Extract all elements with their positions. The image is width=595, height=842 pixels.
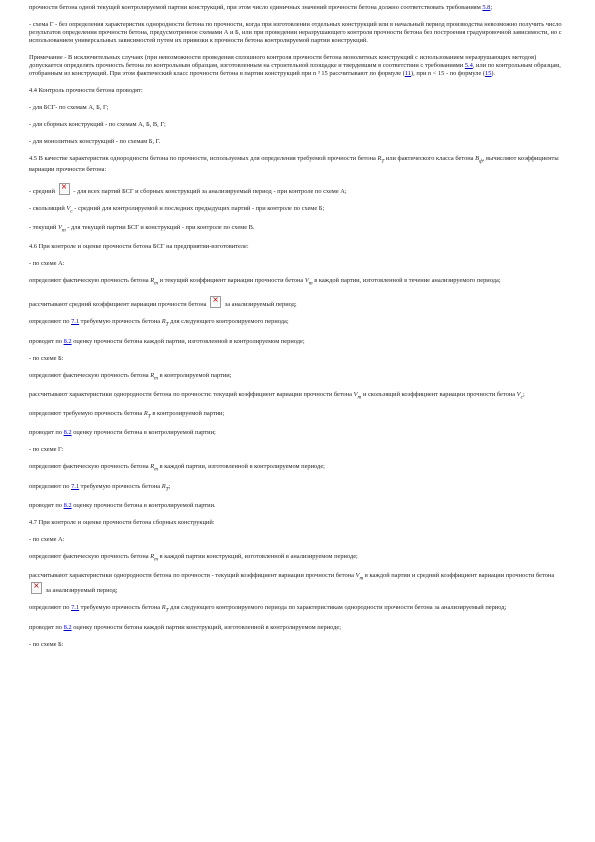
subscript-text: Т xyxy=(147,413,151,420)
paragraph xyxy=(29,224,567,234)
cross-reference-link[interactable]: 7.1 xyxy=(71,318,80,326)
paragraph xyxy=(29,155,567,173)
paragraph xyxy=(29,4,567,12)
paragraph-text: ; xyxy=(168,482,171,490)
paragraph-text: в каждой партии конструкций, изготовленной в анализируемом периоде; xyxy=(158,552,358,560)
italic-symbol: B xyxy=(475,155,480,163)
paragraph-text: ; xyxy=(522,390,525,398)
paragraph-text: оценку прочности бетона каждой партии, изготовленной в контролируемом периоде; xyxy=(71,337,305,345)
paragraph-text: , или по контрольным образцам, отобранным из конструкций. При этом фактический класс прочности бетона в партии конструкций при n ³ 15 рассчитывают по формуле ( xyxy=(29,62,561,78)
paragraph xyxy=(29,502,567,510)
subscript-text: c xyxy=(520,394,523,401)
paragraph-text: - для БСГ- по схемам А, Б, Г; xyxy=(29,104,109,112)
paragraph xyxy=(29,260,567,268)
cross-reference-link[interactable]: 8.2 xyxy=(63,501,72,509)
cross-reference-link[interactable]: 7.1 xyxy=(71,604,80,612)
paragraph-text: требуемую прочность бетона xyxy=(79,604,162,612)
paragraph-text: определяют фактическую прочность бетона xyxy=(29,371,151,379)
paragraph xyxy=(29,553,567,563)
subscript-text: m xyxy=(357,394,362,401)
subscript-text: ф xyxy=(479,158,483,165)
paragraph-text: для следующего контролируемого периода; xyxy=(168,318,289,326)
subscript-text: m xyxy=(359,575,364,582)
paragraph-text: 4.6 При контроле и оценке прочности бетона БСГ на предприятии-изготовителе: xyxy=(29,243,249,251)
paragraph-text: - по схеме Б: xyxy=(29,640,64,648)
paragraph xyxy=(29,463,567,473)
paragraph-text: определяют фактическую прочность бетона xyxy=(29,552,151,560)
paragraph-text: для следующего контролируемого периода по характеристикам однородности прочности бетона за анализируемый период; xyxy=(168,604,507,612)
paragraph-text: - по схеме А: xyxy=(29,535,65,543)
subscript-text: Т xyxy=(165,321,169,328)
paragraph-text: определяют по xyxy=(29,604,72,612)
paragraph xyxy=(29,572,567,595)
paragraph xyxy=(29,355,567,363)
paragraph-text: - для всех партий БСГ и сборных конструкций за анализируемый период - при контроле по схеме А; xyxy=(71,187,347,195)
subscript-text: c xyxy=(70,207,73,214)
paragraph xyxy=(29,446,567,454)
cross-reference-link[interactable]: 8.2 xyxy=(63,429,72,437)
italic-symbol: R xyxy=(150,463,155,471)
paragraph-text: определяют фактическую прочность бетона xyxy=(29,277,151,285)
paragraph-text: прочности бетона одной текущей контролируемой партии конструкций, при этом число единичных значений прочности бетона должно соответствовать требованиям xyxy=(29,4,483,11)
paragraph xyxy=(29,183,567,196)
paragraph xyxy=(29,318,567,328)
paragraph-text: ), при n < 15 - по формуле ( xyxy=(411,70,486,78)
paragraph xyxy=(29,483,567,493)
paragraph-text: - средний для контролируемой и последних предыдущих партий - при контроле по схеме Б; xyxy=(72,204,325,212)
italic-symbol: R xyxy=(161,318,166,326)
italic-symbol: V xyxy=(353,390,358,398)
italic-symbol: R xyxy=(150,277,155,285)
paragraph-text: , вычисляют коэффициенты вариации прочности бетона: xyxy=(29,155,559,173)
paragraph-text: за анализируемый период; xyxy=(44,587,118,595)
paragraph-text: требуемую прочность бетона xyxy=(79,318,162,326)
paragraph-text: или фактического класса бетона xyxy=(384,155,476,163)
paragraph-text: - по схеме Г: xyxy=(29,446,64,454)
paragraph-text: оценку прочности бетона в контролируемой партии; xyxy=(71,429,216,437)
paragraph-text: - для монолитных конструкций - по схемам Б, Г. xyxy=(29,138,161,146)
paragraph-text: в каждой партии и средний коэффициент вариации прочности бетона xyxy=(363,572,555,580)
paragraph-text: - для сборных конструкций - по схемам А, Б, В, Г; xyxy=(29,121,166,129)
paragraph-text: проводят по xyxy=(29,501,64,509)
paragraph-text: - схема Г - без определения характеристик однородности бетона по прочности, когда при изготовлении отдельных конструкций или в начальный период производства невозможно получить число результатов определения прочности бетона, предусмотренное схемами А и Б, или при проведении неразрушающего контроля прочности бетона без построения градуировочной зависимости, но с использованием универсальных зависимостей путем их привязки к прочности бетона контролируемой партии конструкций. xyxy=(29,20,562,45)
cross-reference-link[interactable]: 8.2 xyxy=(63,623,72,631)
paragraph-text: ). xyxy=(491,70,496,78)
paragraph-text: проводят по xyxy=(29,337,64,345)
paragraph-text: - скользящий xyxy=(29,204,67,212)
cross-reference-link[interactable]: 5.4 xyxy=(464,62,473,70)
subscript-text: m xyxy=(61,227,66,234)
paragraph-text: в каждой партии, изготовленной в течение анализируемого периода; xyxy=(312,277,501,285)
paragraph-text: - текущий xyxy=(29,223,58,231)
broken-image-icon xyxy=(31,582,42,594)
paragraph-text: проводят по xyxy=(29,623,64,631)
broken-image-icon xyxy=(210,296,221,308)
paragraph xyxy=(29,391,567,401)
italic-symbol: R xyxy=(377,155,382,163)
paragraph xyxy=(29,205,567,215)
subscript-text: m xyxy=(154,374,158,381)
italic-symbol: R xyxy=(161,604,166,612)
paragraph xyxy=(29,624,567,632)
paragraph xyxy=(29,338,567,346)
subscript-text: m xyxy=(154,466,158,473)
paragraph-text: рассчитывают характеристики однородности бетона по прочности - текущий коэффициент вариации прочности бетона xyxy=(29,572,356,580)
paragraph-text: и текущий коэффициент вариации прочности бетона xyxy=(158,277,305,285)
italic-symbol: V xyxy=(304,277,309,285)
italic-symbol: V xyxy=(57,223,62,231)
cross-reference-link[interactable]: 11 xyxy=(404,70,411,78)
paragraph-text: рассчитывают средний коэффициент вариации прочности бетона xyxy=(29,301,209,309)
paragraph-text: - средний xyxy=(29,187,57,195)
paragraph xyxy=(29,54,567,78)
paragraph xyxy=(29,277,567,287)
paragraph-text: за анализируемый период; xyxy=(223,301,297,309)
paragraph-text: и скользящий коэффициент вариации прочности бетона xyxy=(361,390,517,398)
italic-symbol: V xyxy=(516,390,521,398)
paragraph-text: оценку прочности бетона каждой партии конструкций, изготовленной в контролируемом периоде; xyxy=(71,623,341,631)
paragraph-text: - для текущей партии БСГ и конструкций - при контроле по схеме В. xyxy=(65,223,255,231)
cross-reference-link[interactable]: 5.8 xyxy=(482,4,491,11)
paragraph-text: определяют требуемую прочность бетона xyxy=(29,410,144,418)
paragraph-text: ; xyxy=(490,4,493,11)
subscript-text: m xyxy=(308,280,313,287)
paragraph xyxy=(29,21,567,45)
subscript-text: Т xyxy=(165,485,169,492)
paragraph-text: 4.7 При контроле и оценке прочности бетона сборных конструкций: xyxy=(29,518,215,526)
paragraph xyxy=(29,243,567,251)
paragraph-text: определяют фактическую прочность бетона xyxy=(29,463,151,471)
paragraph-text: в контролируемой партии; xyxy=(150,410,225,418)
paragraph xyxy=(29,519,567,527)
paragraph-text: оценку прочности бетона в контролируемой партии. xyxy=(71,501,216,509)
italic-symbol: R xyxy=(143,410,148,418)
subscript-text: Т xyxy=(381,158,385,165)
paragraph xyxy=(29,429,567,437)
cross-reference-link[interactable]: 8.2 xyxy=(63,337,72,345)
subscript-text: m xyxy=(154,280,158,287)
paragraph xyxy=(29,410,567,420)
paragraph-text: - по схеме Б: xyxy=(29,354,64,362)
paragraph xyxy=(29,138,567,146)
paragraph-text: - по схеме А: xyxy=(29,260,65,268)
paragraph xyxy=(29,641,567,649)
paragraph-text: в каждой партии, изготовленной в контролируемом периоде; xyxy=(158,463,325,471)
paragraph xyxy=(29,372,567,382)
paragraph-text: определяют по xyxy=(29,482,72,490)
paragraph-text: определяют по xyxy=(29,318,72,326)
paragraph-text: требуемую прочность бетона xyxy=(79,482,162,490)
italic-symbol: V xyxy=(355,572,360,580)
paragraph xyxy=(29,296,567,309)
paragraph-text: рассчитывают характеристики однородности бетона по прочности: текущий коэффициент вариации прочности бетона xyxy=(29,390,354,398)
italic-symbol: V xyxy=(66,204,71,212)
paragraph-text: проводят по xyxy=(29,429,64,437)
cross-reference-link[interactable]: 7.1 xyxy=(71,482,80,490)
paragraph xyxy=(29,604,567,614)
paragraph xyxy=(29,104,567,112)
subscript-text: Т xyxy=(165,607,169,614)
cross-reference-link[interactable]: 15 xyxy=(485,70,492,78)
paragraph-text: Примечание - В исключительных случаях (при невозможности проведения сплошного контроля прочности бетона монолитных конструкций с использованием неразрушающих методов) допускается определять прочность бетона по контрольным образцам, изготовленным на строительной площадке и твердевшим в соответствии с требованиями xyxy=(29,54,537,70)
document-body xyxy=(29,4,567,658)
paragraph xyxy=(29,536,567,544)
paragraph xyxy=(29,121,567,129)
paragraph-text: в контролируемой партии; xyxy=(158,371,232,379)
italic-symbol: R xyxy=(150,552,155,560)
subscript-text: m xyxy=(154,556,158,563)
paragraph-text: 4.4 Контроль прочности бетона проводят: xyxy=(29,87,143,95)
italic-symbol: R xyxy=(161,482,166,490)
broken-image-icon xyxy=(59,183,70,195)
italic-symbol: R xyxy=(150,371,155,379)
paragraph xyxy=(29,87,567,95)
paragraph-text: 4.5 В качестве характеристик однородности бетона по прочности, используемых для определения требуемой прочности бетона xyxy=(29,155,378,163)
